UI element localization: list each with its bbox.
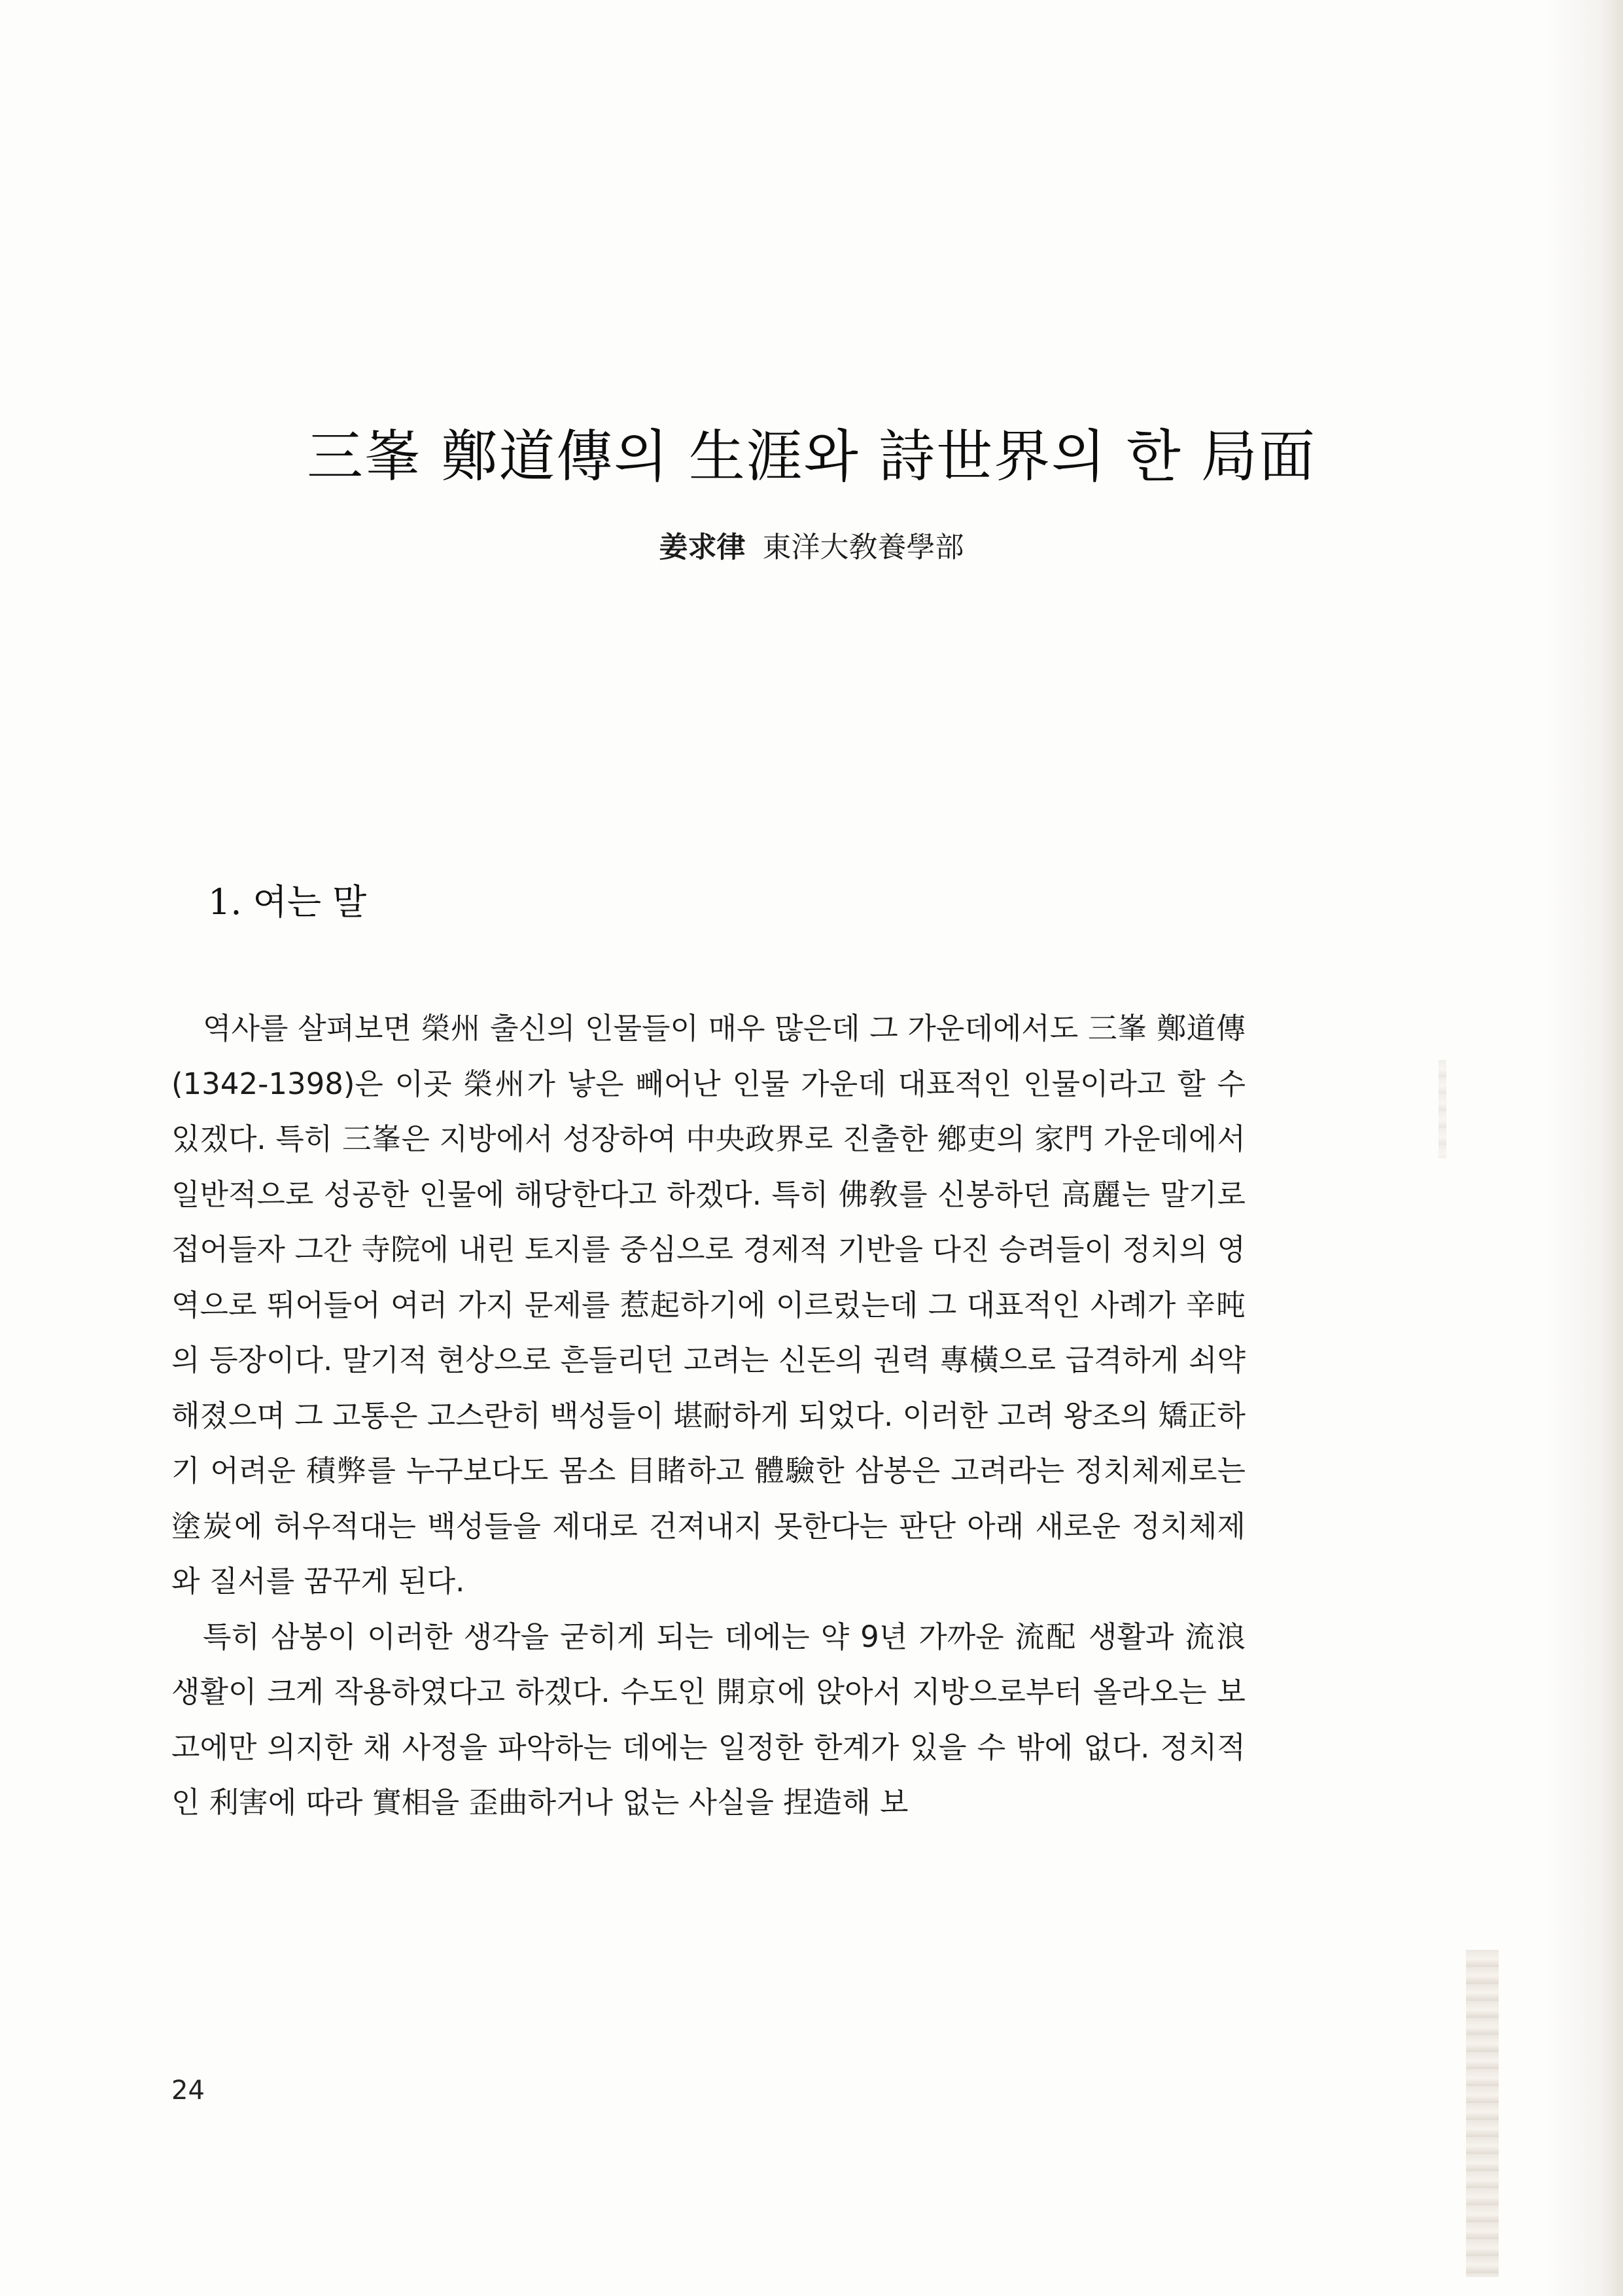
body-text [171, 1001, 1246, 1831]
section-heading: 1. 여는 말 [208, 881, 367, 923]
tape-residue [1466, 1950, 1499, 2277]
paragraph-1: 역사를 살펴보면 榮州 출신의 인물들이 매우 많은데 그 가운데에서도 三峯 鄭道傳(1342-1398)은 이곳 榮州가 낳은 빼어난 인물 가운데 대표적인 인물이라고 할 수 있겠다. 특히 三峯은 지방에서 성장하여 中央政界로 진출한 鄕吏의 家門 가운데에서 일반적으로 성공한 인물에 해당한다고 하겠다. 특히 佛敎를 신봉하던 高麗는 말기로 접어들자 그간 寺院에 내린 토지를 중심으로 경제적 기반을 다진 승려들이 정치의 영역으로 뛰어들어 여러 가지 문제를 惹起하기에 이르렀는데 그 대표적인 사례가 辛旽의 등장이다. 말기적 현상으로 흔들리던 고려는 신돈의 권력 專橫으로 급격하게 쇠약해졌으며 그 고통은 고스란히 백성들이 堪耐하게 되었다. 이러한 고려 왕조의 矯正하기 어려운 積弊를 누구보다도 몸소 目睹하고 體驗한 삼봉은 고려라는 정치체제로는 塗炭에 허우적대는 백성들을 제대로 건져내지 못한다는 판단 아래 새로운 정치체제와 질서를 꿈꾸게 된다. [171, 1011, 1246, 1598]
page-number: 24 [171, 2075, 205, 2106]
paper-title: 三峯 鄭道傳의 生涯와 詩世界의 한 局面 [307, 424, 1316, 489]
byline [0, 523, 1623, 565]
author-name: 姜求律 [659, 531, 746, 564]
paragraph-2: 특히 삼봉이 이러한 생각을 굳히게 되는 데에는 약 9년 가까운 流配 생활과 流浪 생활이 크게 작용하였다고 하겠다. 수도인 開京에 앉아서 지방으로부터 올라오는 보고에만 의지한 채 사정을 파악하는 데에는 일정한 한계가 있을 수 밖에 없다. 정치적인 利害에 따라 實相을 歪曲하거나 없는 사실을 捏造해 보 [171, 1619, 1246, 1820]
author-affiliation: 東洋大敎養學部 [762, 531, 964, 564]
scan-edge-shadow [1544, 0, 1623, 2296]
tape-residue-small [1439, 1060, 1446, 1158]
